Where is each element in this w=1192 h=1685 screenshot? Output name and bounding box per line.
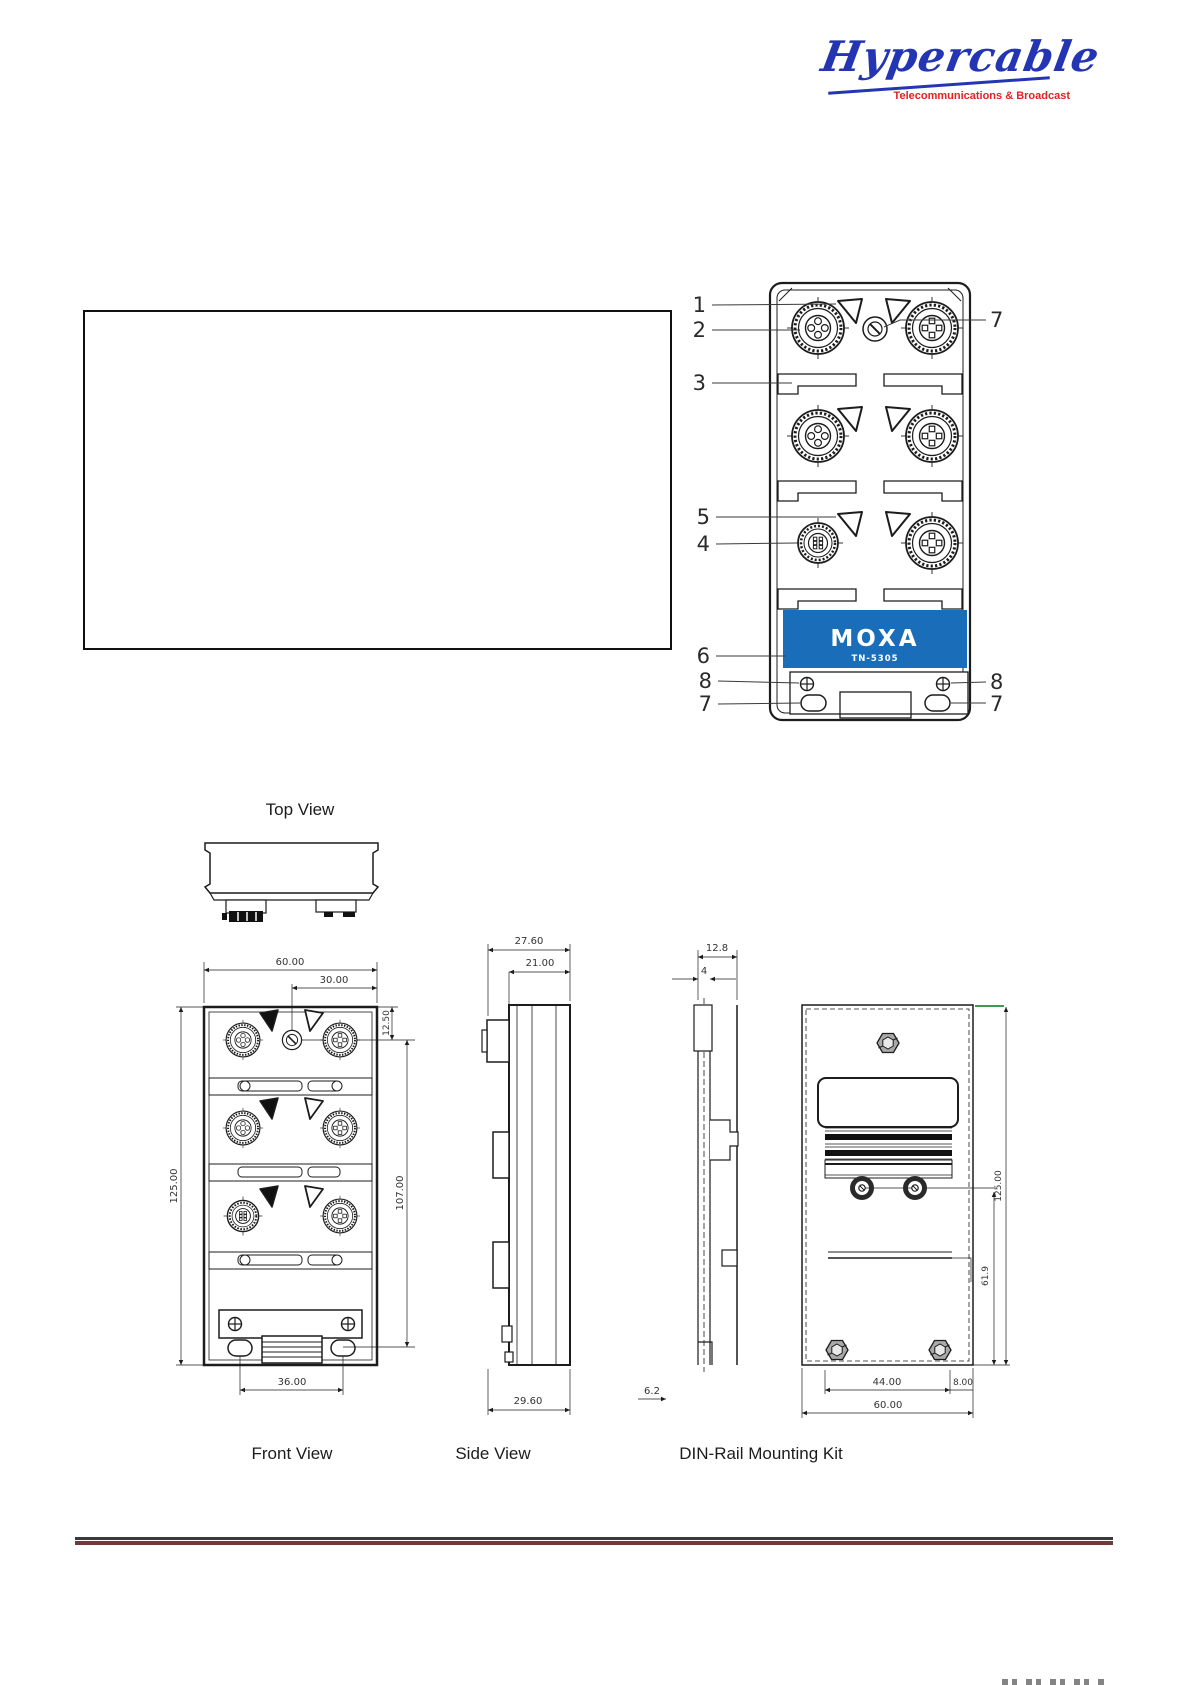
moxa-label: [783, 610, 967, 668]
device-overview-diagram: [630, 270, 1020, 730]
panel-screw-right: [937, 678, 950, 691]
din-view-label: DIN-Rail Mounting Kit: [679, 1444, 843, 1463]
clipped-footer-text: [1002, 1679, 1106, 1685]
dim-side-depth: 27.60: [514, 936, 544, 947]
din-profile-drawing: [638, 943, 738, 1399]
dim-front-top-offset: 12.50: [382, 1010, 392, 1036]
din-rear-drawing: [802, 1005, 1010, 1418]
footer-rule-top: [75, 1537, 1113, 1540]
dim-din-profile-rail: 4: [700, 966, 708, 977]
moxa-model-text: TN-5305: [851, 654, 899, 664]
callout-7-left: 7: [698, 692, 712, 716]
top-view-drawing: [205, 843, 378, 922]
callout-8-right: 8: [990, 670, 1004, 694]
callout-2: 2: [692, 318, 706, 342]
dim-din-edge: 8.00: [952, 1378, 974, 1388]
dim-din-width: 60.00: [873, 1400, 903, 1411]
dim-front-height: 125.00: [169, 1168, 180, 1204]
dim-front-width: 60.00: [275, 957, 305, 968]
panel-screw-left: [801, 678, 814, 691]
callout-1: 1: [692, 293, 706, 317]
callout-3: 3: [692, 371, 706, 395]
logo-brand-text: Hypercable: [817, 32, 1104, 81]
spec-box-empty: [83, 310, 672, 650]
callout-8-left: 8: [698, 669, 712, 693]
front-view-drawing: [169, 957, 415, 1395]
front-view-label: Front View: [251, 1444, 333, 1463]
dim-front-center: 30.00: [319, 975, 349, 986]
callout-4: 4: [696, 532, 710, 556]
footer-rule-maroon: [75, 1541, 1113, 1545]
dim-din-holes: 44.00: [872, 1377, 902, 1388]
callout-6: 6: [696, 644, 710, 668]
dim-din-profile-foot: 6.2: [644, 1386, 660, 1397]
logo-tagline: Telecommunications & Broadcast: [893, 90, 1070, 102]
grounding-screw: [863, 317, 887, 341]
callout-7-right-bottom: 7: [990, 692, 1004, 716]
dim-front-slot-span: 36.00: [277, 1377, 307, 1388]
hypercable-logo: [817, 32, 1104, 102]
top-view-label: Top View: [265, 800, 335, 819]
side-view-label: Side View: [455, 1444, 531, 1463]
dim-din-height: 125.00: [994, 1170, 1004, 1202]
moxa-brand-text: MOXA: [830, 626, 920, 652]
dim-side-body: 21.00: [525, 958, 555, 969]
side-view-drawing: [482, 936, 570, 1415]
callout-5: 5: [696, 505, 710, 529]
dim-din-profile-width: 12.8: [705, 943, 729, 954]
callout-7-right-top: 7: [990, 308, 1004, 332]
dim-side-base: 29.60: [513, 1396, 543, 1407]
dimension-drawings: [80, 740, 1025, 1475]
dim-front-inner-height: 107.00: [395, 1175, 406, 1211]
dim-din-lower: 61.9: [981, 1265, 991, 1287]
